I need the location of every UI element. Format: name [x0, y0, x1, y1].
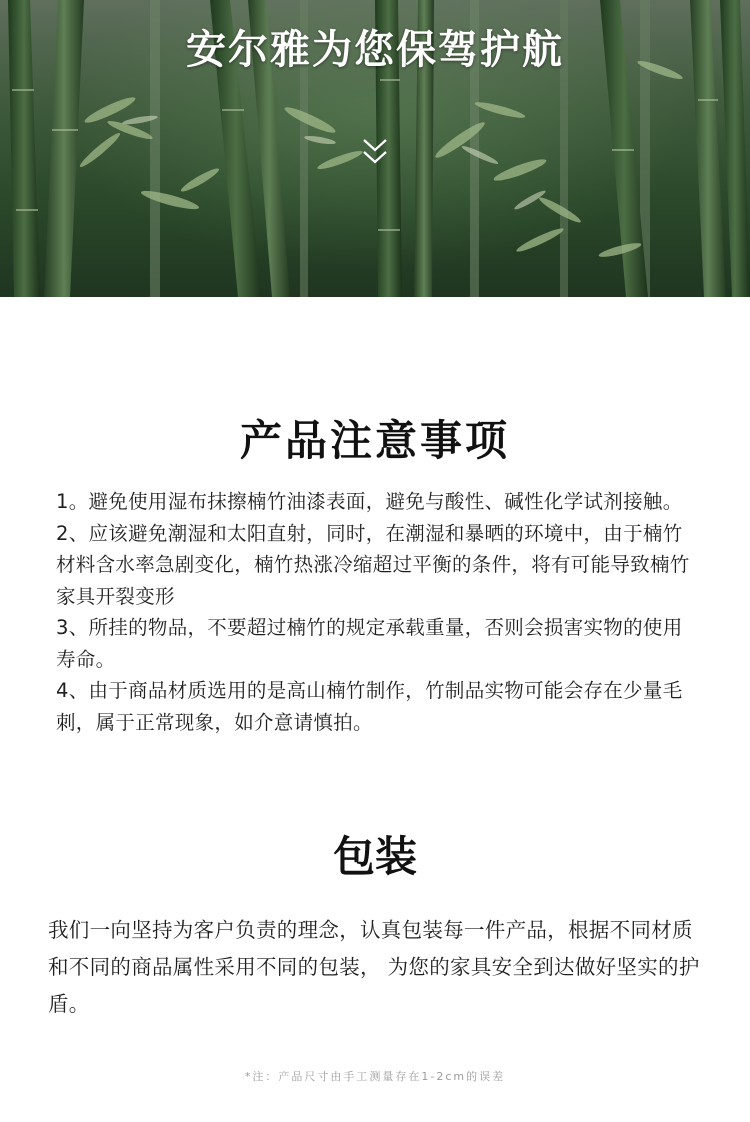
notice-item-3: 3、所挂的物品，不要超过楠竹的规定承载重量，否则会损害实物的使用寿命。: [56, 616, 683, 671]
notice-list: [56, 486, 701, 738]
hero-title: 安尔雅为您保驾护航: [186, 27, 564, 73]
measurement-footnote: *注：产品尺寸由手工测量存在1-2cm的误差: [244, 1070, 506, 1083]
double-chevron-down-icon: [360, 136, 390, 168]
notice-item-1: 1。避免使用湿布抹擦楠竹油漆表面，避免与酸性、碱性化学试剂接触。: [56, 490, 683, 513]
hero-banner: [0, 0, 750, 297]
notice-item-2: 2、应该避免潮湿和太阳直射，同时，在潮湿和暴晒的环境中，由于楠竹材料含水率急剧变化，楠竹热涨冷缩超过平衡的条件，将有可能导致楠竹家具开裂变形: [56, 521, 690, 608]
packaging-description: 我们一向坚持为客户负责的理念，认真包装每一件产品，根据不同材质和不同的商品属性采用不同的包装， 为您的家具安全到达做好坚实的护盾。: [48, 918, 700, 1016]
notice-section-title: 产品注意事项: [239, 416, 510, 465]
notice-item-4: 4、由于商品材质选用的是高山楠竹制作，竹制品实物可能会存在少量毛刺，属于正常现象，如介意请慎拍。: [56, 679, 683, 734]
packaging-section-title: 包装: [332, 832, 417, 881]
